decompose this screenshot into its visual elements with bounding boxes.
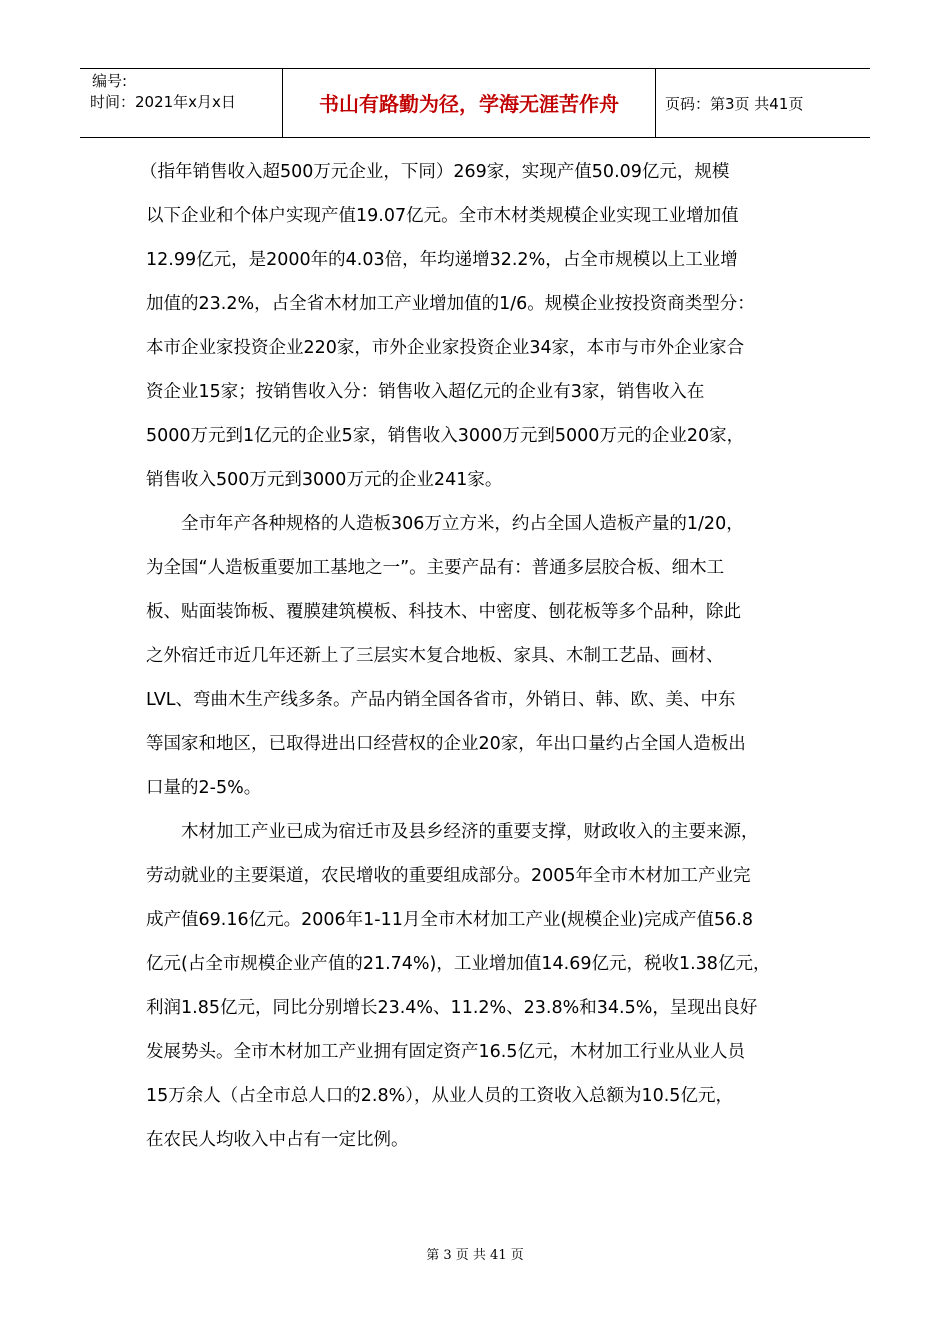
text-line: 以下企业和个体户实现产值19.07亿元。全市木材类规模企业实现工业增加值 [146, 206, 739, 226]
text-line: 15万余人（占全市总人口的2.8%），从业人员的工资收入总额为10.5亿元， [146, 1086, 733, 1106]
text-line: 本市企业家投资企业220家，市外企业家投资企业34家，本市与市外企业家合 [146, 338, 745, 358]
date-line: 时间：2021年x月x日 [90, 93, 236, 111]
page-header [80, 68, 870, 138]
text-line: 木材加工产业已成为宿迁市及县乡经济的重要支撑，财政收入的主要来源， [181, 822, 759, 842]
serial-label: 编号: [92, 72, 128, 90]
text-line: 全市年产各种规格的人造板306万立方米，约占全国人造板产量的1/20， [181, 514, 744, 534]
header-motto: 书山有路勤为径，学海无涯苦作舟 [319, 92, 619, 116]
page-info: 页码：第3页 共41页 [665, 95, 804, 113]
page-footer: 第 3 页 共 41 页 [426, 1248, 524, 1263]
text-line: 利润1.85亿元，同比分别增长23.4%、11.2%、23.8%和34.5%，呈现出良好 [146, 998, 758, 1018]
text-line: 为全国“人造板重要加工基地之一”。主要产品有：普通多层胶合板、细木工 [146, 558, 725, 578]
text-line: 加值的23.2%，占全省木材加工产业增加值的1/6。规模企业按投资商类型分： [146, 294, 755, 314]
text-line: LVL、弯曲木生产线多条。产品内销全国各省市，外销日、韩、欧、美、中东 [146, 690, 736, 710]
paragraph-1 [140, 150, 836, 502]
text-line: 5000万元到1亿元的企业5家，销售收入3000万元到5000万元的企业20家， [146, 426, 745, 446]
paragraph-2 [146, 502, 836, 810]
header-left-cell [80, 69, 282, 137]
text-line: （指年销售收入超500万元企业，下同）269家，实现产值50.09亿元，规模 [140, 162, 730, 182]
text-line: 之外宿迁市近几年还新上了三层实木复合地板、家具、木制工艺品、画材、 [146, 646, 724, 666]
text-line: 发展势头。全市木材加工产业拥有固定资产16.5亿元，木材加工行业从业人员 [146, 1042, 745, 1062]
header-middle-cell [282, 69, 656, 137]
document-body [140, 150, 836, 1162]
text-line: 销售收入500万元到3000万元的企业241家。 [146, 470, 503, 490]
text-line: 板、贴面装饰板、覆膜建筑模板、科技木、中密度、刨花板等多个品种，除此 [146, 602, 741, 622]
text-line: 在农民人均收入中占有一定比例。 [146, 1130, 409, 1150]
text-line: 成产值69.16亿元。2006年1-11月全市木材加工产业(规模企业)完成产值56.8 [146, 910, 753, 930]
text-line: 12.99亿元，是2000年的4.03倍，年均递增32.2%，占全市规模以上工业增 [146, 250, 738, 270]
paragraph-3 [146, 810, 836, 1162]
header-right-cell [655, 69, 870, 137]
text-line: 资企业15家；按销售收入分：销售收入超亿元的企业有3家，销售收入在 [146, 382, 705, 402]
text-line: 等国家和地区，已取得进出口经营权的企业20家，年出口量约占全国人造板出 [146, 734, 746, 754]
text-line: 劳动就业的主要渠道，农民增收的重要组成部分。2005年全市木材加工产业完 [146, 866, 751, 886]
text-line: 口量的2-5%。 [146, 778, 262, 798]
text-line: 亿元(占全市规模企业产值的21.74%)，工业增加值14.69亿元，税收1.38亿元， [146, 954, 771, 974]
